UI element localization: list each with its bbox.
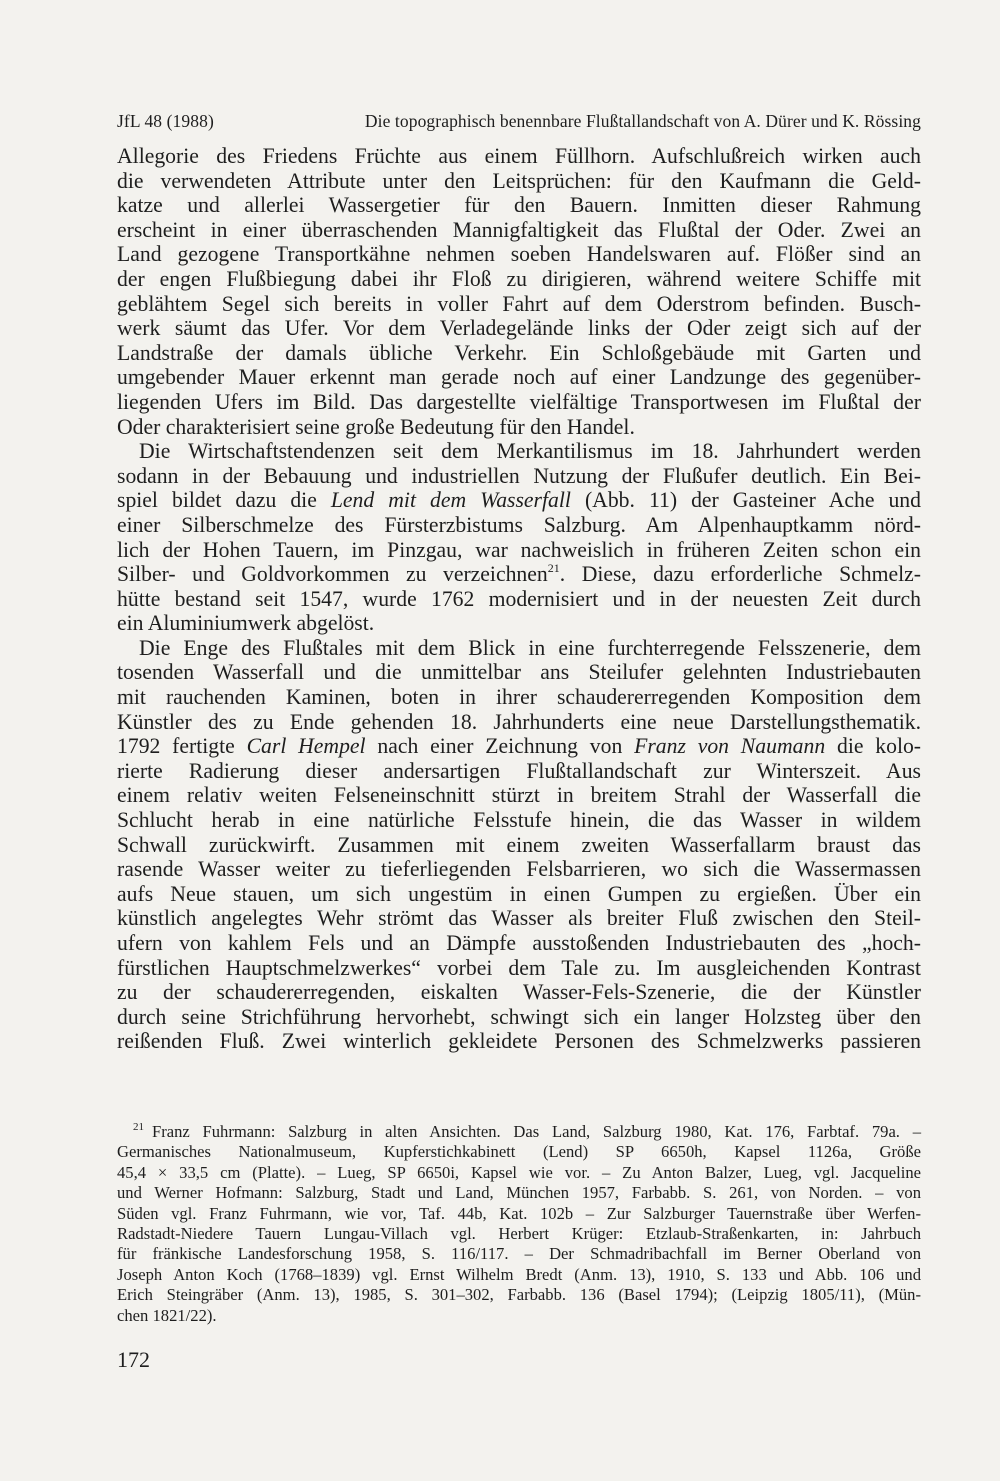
- text-line: Schwall zurückwirft. Zusammen mit einem zweiten Wasserfallarm braust das: [117, 832, 921, 857]
- text-line: fürstlichen Hauptschmelzwerkes“ vorbei dem Tale zu. Im ausgleichenden Kontrast: [117, 955, 921, 980]
- footnote-line: [117, 1122, 921, 1142]
- text-line: Schlucht herab in eine natürliche Felsstufe hinein, die das Wasser in wildem: [117, 808, 921, 833]
- page-number: 172: [117, 1347, 150, 1372]
- text-line: der engen Flußbiegung dabei ihr Floß zu dirigieren, während weitere Schiffe mit: [117, 266, 921, 291]
- text-line: geblähtem Segel sich bereits in voller Fahrt auf dem Oderstrom befinden. Busch-: [117, 291, 921, 316]
- footnote-line: Joseph Anton Koch (1768–1839) vgl. Ernst Wilhelm Bredt (Anm. 13), 1910, S. 133 und Abb. 106 und: [117, 1264, 921, 1284]
- text-line: durch seine Strichführung hervorhebt, schwingt sich ein langer Holzsteg über den: [117, 1004, 921, 1029]
- footnote-line: für fränkische Landesforschung 1958, S. 116/117. – Der Schmadribachfall im Berner Oberland von: [117, 1244, 921, 1264]
- footnote-line: und Werner Hofmann: Salzburg, Stadt und Land, München 1957, Farbabb. S. 261, von Norden. – von: [117, 1183, 921, 1203]
- text-line: rierte Radierung dieser andersartigen Flußtallandschaft zur Winterszeit. Aus: [117, 758, 921, 783]
- running-head: [117, 110, 921, 132]
- text-segment: Silber- und Goldvorkommen zu verzeichnen: [117, 562, 548, 587]
- footnote-line: Germanisches Nationalmuseum, Kupferstichkabinett (Lend) SP 6650h, Kapsel 1126a, Größe: [117, 1142, 921, 1162]
- paragraph-3: [117, 636, 921, 1054]
- article-title: Die topographisch benennbare Flußtallandschaft von A. Dürer und K. Rössing: [364, 111, 921, 131]
- text-line: zu der schaudererregenden, eiskalten Wasser-Fels-Szenerie, die der Künstler: [117, 980, 921, 1005]
- text-line: umgebender Mauer erkennt man gerade noch auf einer Landzunge des gegenüber-: [117, 365, 921, 390]
- text-segment: spiel bildet dazu die: [117, 488, 317, 513]
- footnote-line: Süden vgl. Franz Fuhrmann, wie vor, Taf. 44b, Kat. 102b – Zur Salzburger Tauernstraße über Werfen-: [117, 1203, 921, 1223]
- artwork-title: Lend mit dem Wasserfall: [330, 488, 571, 513]
- paragraph-2: [117, 439, 921, 636]
- text-line: Künstler des zu Ende gehenden 18. Jahrhunderts eine neue Darstellungsthematik.: [117, 709, 921, 734]
- text-segment: (Abb. 11) der Gasteiner Ache und: [584, 488, 921, 513]
- text-line: tosenden Wasserfall und die unmittelbar ans Steilufer gelehnten Industriebauten: [117, 660, 921, 685]
- text-line: einem relativ weiten Felseneinschnitt stürzt in breitem Strahl der Wasserfall die: [117, 783, 921, 808]
- text-line: Land gezogene Transportkähne nehmen soeben Handelswaren auf. Flößer sind an: [117, 242, 921, 267]
- footnote-21: [117, 1122, 921, 1326]
- text-line: Landstraße der damals übliche Verkehr. Ein Schloßgebäude mit Garten und: [117, 340, 921, 365]
- text-line: katze und allerlei Wassergetier für den Bauern. Inmitten dieser Rahmung: [117, 193, 921, 218]
- footnote-reference[interactable]: 21: [547, 561, 560, 576]
- text-segment: . Diese, dazu erforderliche Schmelz-: [559, 562, 921, 587]
- footnote-line: Erich Steingräber (Anm. 13), 1985, S. 301–302, Farbabb. 136 (Basel 1794); (Leipzig 1805/11), (Mün-: [117, 1285, 921, 1305]
- text-line: künstlich angelegtes Wehr strömt das Wasser als breiter Fluß zwischen den Steil-: [117, 906, 921, 931]
- text-line: lich der Hohen Tauern, im Pinzgau, war nachweislich in früheren Zeiten schon ein: [117, 537, 921, 562]
- page-content: [117, 110, 921, 1054]
- footnote-number: 21: [133, 1121, 144, 1133]
- text-line: werk säumt das Ufer. Vor dem Verladegelände links der Oder zeigt sich auf der: [117, 316, 921, 341]
- text-line: mit rauchenden Kaminen, boten in ihrer schaudererregenden Komposition dem: [117, 685, 921, 710]
- text-line: Allegorie des Friedens Früchte aus einem Füllhorn. Aufschlußreich wirken auch: [117, 144, 921, 168]
- text-line: einer Silberschmelze des Fürsterzbistums Salzburg. Am Alpenhauptkamm nörd-: [117, 512, 921, 537]
- text-segment: Franz Fuhrmann: Salzburg in alten Ansichten. Das Land, Salzburg 1980, Kat. 176, Farbtaf. 79a. –: [152, 1122, 921, 1141]
- artist-name: Carl Hempel: [246, 734, 366, 759]
- text-line: aufs Neue stauen, um sich ungestüm in einen Gumpen zu ergießen. Über ein: [117, 881, 921, 906]
- text-line: [117, 562, 921, 587]
- body-text: [117, 144, 921, 1054]
- artist-name: Franz von Naumann: [634, 734, 826, 759]
- text-line: reißenden Fluß. Zwei winterlich gekleidete Personen des Schmelzwerks passieren: [117, 1029, 921, 1054]
- text-line: liegenden Ufers im Bild. Das dargestellte vielfältige Transportwesen im Flußtal der: [117, 389, 921, 414]
- text-line: ufern von kahlem Fels und an Dämpfe ausstoßenden Industriebauten des „hoch-: [117, 931, 921, 955]
- text-line: rasende Wasser weiter zu tieferliegenden Felsbarrieren, wo sich die Wassermassen: [117, 857, 921, 882]
- text-segment: 1792 fertigte: [117, 734, 235, 759]
- text-line: sodann in der Bebauung und industriellen Nutzung der Flußufer deutlich. Ein Bei-: [117, 463, 921, 488]
- text-line: Die Enge des Flußtales mit dem Blick in eine furchterregende Felsszenerie, dem: [139, 635, 921, 660]
- footnote-line: Radstadt-Niedere Tauern Lungau-Villach vgl. Herbert Krüger: Etzlaub-Straßenkarten, in: Jahrbuch: [117, 1223, 921, 1243]
- text-segment: nach einer Zeichnung von: [377, 734, 623, 759]
- paragraph-1: [117, 144, 921, 439]
- text-line: die verwendeten Attribute unter den Leitsprüchen: für den Kaufmann die Geld-: [117, 168, 921, 193]
- footnote-line: chen 1821/22).: [117, 1305, 217, 1325]
- text-line: ein Aluminiumwerk abgelöst.: [117, 611, 375, 636]
- text-line: [117, 734, 921, 759]
- footnote-line: 45,4 × 33,5 cm (Platte). – Lueg, SP 6650i, Kapsel wie vor. – Zu Anton Balzer, Lueg, vgl. Jacqueline: [117, 1162, 921, 1182]
- text-segment: die kolo-: [836, 734, 922, 759]
- text-line: hütte bestand seit 1547, wurde 1762 modernisiert und in der neuesten Zeit durch: [117, 586, 921, 611]
- text-line: [117, 488, 921, 513]
- text-line: Oder charakterisiert seine große Bedeutung für den Handel.: [117, 414, 635, 439]
- journal-citation: JfL 48 (1988): [117, 111, 214, 131]
- text-line: Die Wirtschaftstendenzen seit dem Merkantilismus im 18. Jahrhundert werden: [139, 439, 921, 464]
- text-line: erscheint in einer überraschenden Mannigfaltigkeit das Flußtal der Oder. Zwei an: [117, 217, 921, 242]
